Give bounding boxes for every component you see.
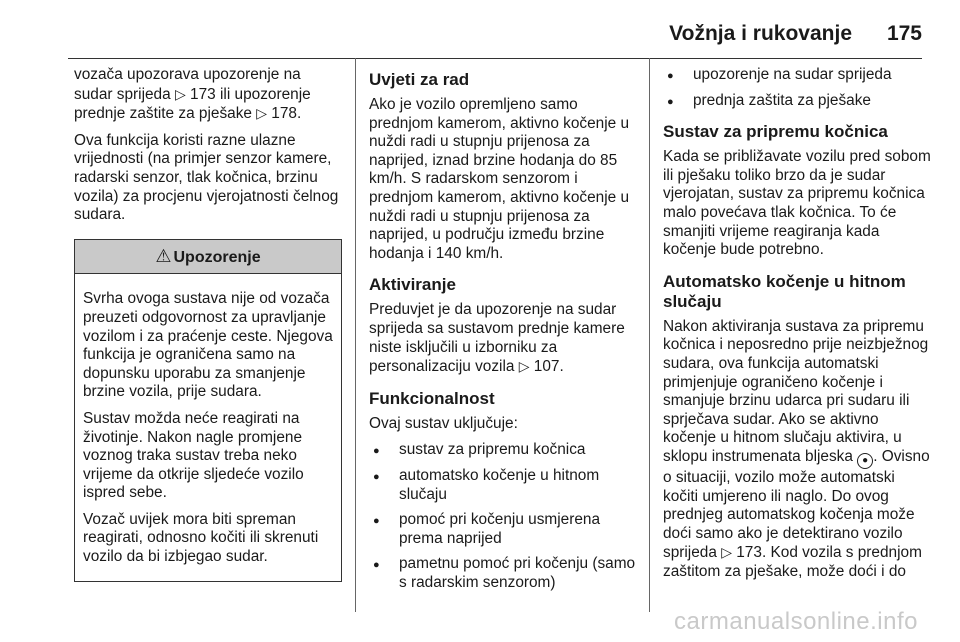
heading: Aktiviranje [369, 275, 456, 295]
section-title: Vožnja i rukovanje [669, 22, 852, 45]
paragraph: Sustav možda neće reagirati na životinje. Nakon nagle promjene voznog traka sustav treba neko vrijeme da otkrije sljedeće vozilo ispred sebe. [83, 409, 304, 502]
paragraph: Ova funkcija koristi razne ulazne vrijednosti (na primjer senzor kamere, radarski senzor, tlak kočnica, brzinu vozila) za procjenu vjerojatnosti čelnog sudara. [74, 131, 339, 224]
list-item: ● automatsko kočenje u hitnom slučaju [369, 467, 637, 504]
paragraph: Kada se približavate vozilu pred sobom ili pješaku toliko brzo da je sudar vjerojatan, sustav za pripremu kočnica malo povećava tlak kočnica. To će smanjiti vrijeme reagiranja kada kočenje bude potrebno. [663, 148, 931, 259]
page-reference-arrow-icon: ▷ [174, 85, 186, 102]
feature-list [663, 66, 931, 110]
page-header [68, 0, 922, 59]
warning-triangle-icon: ⚠ [155, 245, 172, 266]
warning-box [74, 239, 342, 582]
heading: Funkcionalnost [369, 388, 495, 408]
paragraph: Preduvjet je da upozorenje na sudar sprijeda sa sustavom prednje kamere niste isključili u izborniku za personalizaciju vozila ▷ 107. [369, 301, 625, 376]
page-reference-arrow-icon: ▷ [721, 544, 732, 561]
list-item: ● upozorenje na sudar sprijeda [663, 66, 931, 85]
column-middle [369, 66, 637, 599]
column-divider [649, 58, 650, 612]
paragraph: Svrha ovoga sustava nije od vozača preuzeti odgovornost za upravljanje vozilom i za praćenje ceste. Njegova funkcija je ograničena samo na dopunsku uporabu za smanjenje brzine vozila, prije sudara. [83, 290, 333, 401]
paragraph: Ovaj sustav uključuje: [369, 414, 518, 432]
list-item: ● prednja zaštita za pješake [663, 92, 931, 111]
paragraph: Ako je vozilo opremljeno samo prednjom kamerom, aktivno kočenje u nuždi radi u stupnju prijenosa za naprijed, iznad brzine hodanja do 85 km/h. S radarskom senzorom i prednjom kamerom, aktivno kočenje u nuždi radi u stupnju prijenosa za naprijed, u području između brzine hodanja i 140 km/h. [369, 96, 630, 262]
paragraph: Nakon aktiviranja sustava za pripremu kočnica i neposredno prije neizbježnog sudara, ova funkcija automatski primjenjuje ograničeno kočenje i smanjuje brzinu udarca pri sudaru ili sprječava sudar. Ako se aktivno kočenje u hitnom slučaju aktivira, u sklopu instrumenata bljeska ● . Ovisno o situaciji, vozilo može automatski kočiti umjereno ili naglo. Do ovog prednjeg automatskog kočenja može doći samo ako je detektirano vozilo sprijeda ▷ 173. Kod vozila s prednjom zaštitom za pješake, može doći i do [663, 317, 930, 580]
watermark: carmanualsonline.info [674, 608, 918, 635]
page-reference[interactable]: 173 [190, 85, 216, 103]
list-item: ● sustav za pripremu kočnica [369, 441, 637, 460]
list-item: ● pomoć pri kočenju usmjerena prema naprijed [369, 511, 637, 548]
page-reference[interactable]: 178 [271, 105, 297, 123]
page-reference-arrow-icon: ▷ [256, 105, 268, 122]
column-right [663, 66, 931, 589]
page-number: 175 [886, 22, 922, 45]
heading: Automatsko kočenje u hitnom slučaju [663, 271, 906, 311]
page-reference[interactable]: 173 [736, 544, 762, 562]
warning-body [75, 274, 341, 580]
feature-list [369, 441, 637, 592]
brake-warning-indicator-icon: ● [857, 453, 873, 469]
page-reference-arrow-icon: ▷ [518, 358, 530, 375]
heading: Sustav za pripremu kočnica [663, 122, 888, 142]
list-item: ● pametnu pomoć pri kočenju (samo s radarskim senzorom) [369, 555, 637, 592]
page-reference[interactable]: 107 [533, 358, 560, 376]
paragraph: vozača upozorava upozorenje na sudar sprijeda ▷ 173 ili upozorenje prednje zaštite za pješake ▷ 178. [74, 66, 311, 123]
heading: Uvjeti za rad [369, 70, 470, 89]
column-divider [355, 58, 356, 612]
paragraph: Vozač uvijek mora biti spreman reagirati, odnosno kočiti ili skrenuti vozilo da bi izbjegao sudar. [83, 510, 319, 566]
warning-header: ⚠ Upozorenje [75, 240, 341, 275]
column-left [74, 66, 342, 582]
